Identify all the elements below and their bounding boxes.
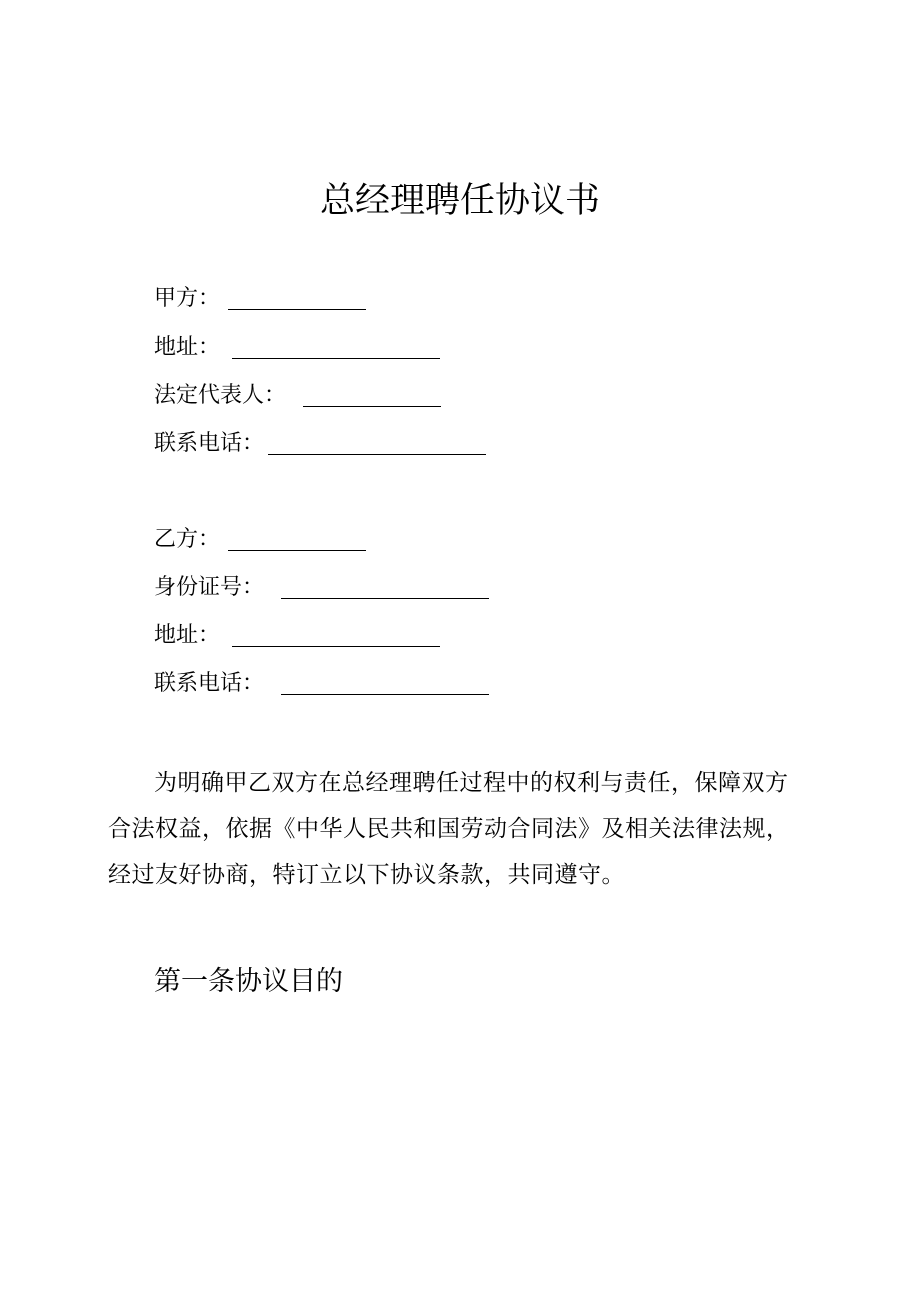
party-b-name-label: 乙方： (154, 527, 221, 552)
party-a-phone-blank[interactable] (268, 432, 486, 455)
party-a-address-blank[interactable] (232, 336, 440, 359)
party-a-phone-field (154, 429, 486, 459)
party-a-address-field (154, 333, 440, 363)
party-a-legal-rep-field (154, 381, 441, 411)
document-title: 总经理聘任协议书 (319, 181, 600, 221)
party-b-id-field (154, 573, 489, 603)
party-b-name-field (154, 525, 366, 555)
party-a-name-blank[interactable] (228, 287, 366, 310)
party-a-legal-rep-blank[interactable] (303, 384, 441, 407)
section-1-heading: 第一条协议目的 (154, 966, 343, 997)
party-a-legal-rep-label: 法定代表人： (154, 383, 287, 408)
party-b-id-label: 身份证号： (154, 575, 265, 600)
party-a-address-label: 地址： (154, 335, 221, 360)
party-b-phone-label: 联系电话： (154, 671, 265, 696)
party-a-phone-label: 联系电话： (154, 431, 265, 456)
party-b-address-field (154, 621, 440, 651)
party-a-name-label: 甲方： (154, 286, 221, 311)
party-b-name-blank[interactable] (228, 528, 366, 551)
preamble-paragraph: 为明确甲乙双方在总经理聘任过程中的权利与责任，保障双方合法权益，依据《中华人民共和国劳动合同法》及相关法律法规，经过友好协商，特订立以下协议条款，共同遵守。 (108, 770, 790, 888)
party-b-phone-field (154, 669, 489, 699)
party-b-address-label: 地址： (154, 623, 221, 648)
party-b-id-blank[interactable] (281, 576, 489, 599)
party-b-address-blank[interactable] (232, 624, 440, 647)
party-a-name-field (154, 284, 366, 314)
party-b-phone-blank[interactable] (281, 672, 489, 695)
